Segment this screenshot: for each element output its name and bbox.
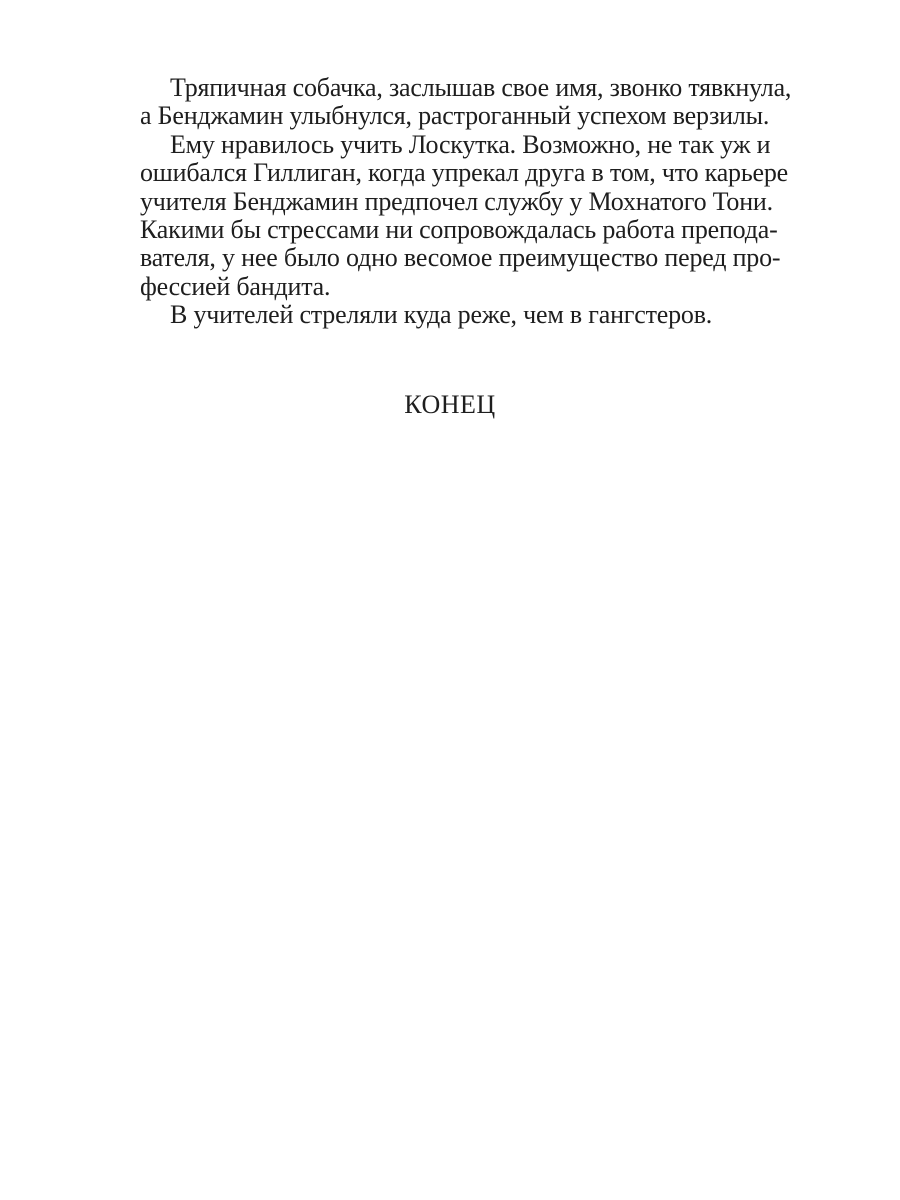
text-line: фессией бандита.: [140, 271, 331, 301]
text-line: Ему нравилось учить Лоскутка. Возможно, не так уж и: [170, 129, 771, 159]
text-line: ошибался Гиллиган, когда упрекал друга в том, что карьере: [140, 158, 788, 188]
text-line: а Бенджамин улыбнулся, растроганный успехом верзилы.: [140, 101, 770, 131]
text-line: учителя Бенджамин предпочел службу у Мохнатого Тони.: [140, 186, 773, 216]
text-line: В учителей стреляли куда реже, чем в гангстеров.: [170, 300, 713, 330]
body-text: [140, 73, 792, 330]
text-line: Тряпичная собачка, заслышав свое имя, звонко тявкнула,: [170, 73, 792, 102]
text-line: вателя, у нее было одно весомое преимущество перед про-: [140, 243, 781, 273]
end-label: КОНЕЦ: [404, 390, 496, 419]
text-line: Какими бы стрессами ни сопровождалась работа препода-: [140, 215, 778, 245]
